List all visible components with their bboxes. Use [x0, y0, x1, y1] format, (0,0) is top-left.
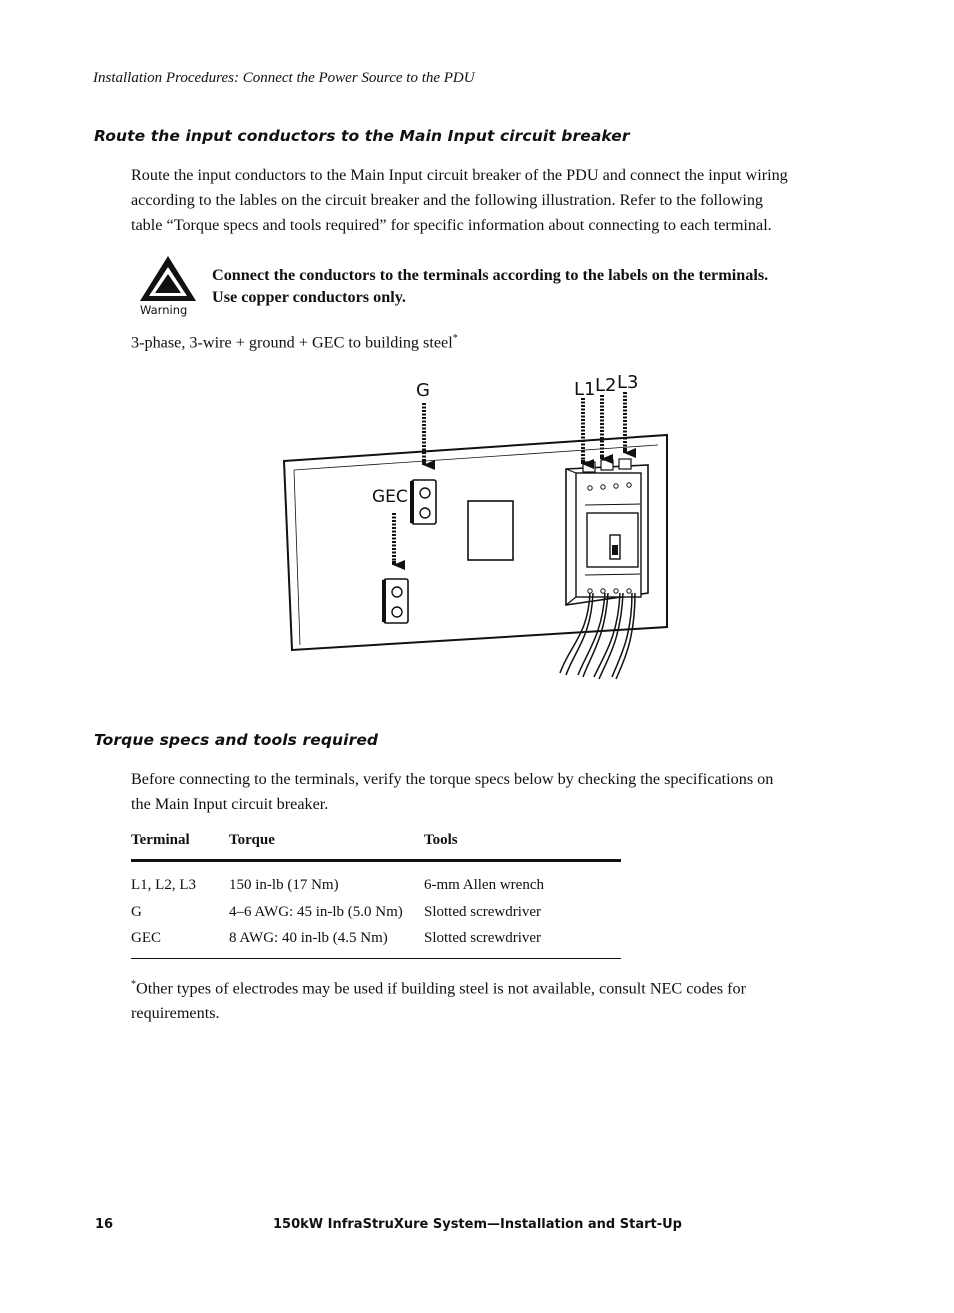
column-header-terminal: Terminal	[131, 832, 229, 861]
warning-label: Warning	[140, 303, 188, 317]
section-heading-torque-specs: Torque specs and tools required	[94, 731, 379, 749]
panel-window	[468, 501, 513, 560]
table-row	[131, 926, 621, 959]
warning-line: Use copper conductors only.	[212, 288, 406, 306]
table-row	[131, 899, 621, 926]
section-heading-route-conductors: Route the input conductors to the Main Input circuit breaker	[94, 127, 630, 145]
table-cell: 6-mm Allen wrench	[424, 877, 544, 893]
table-cell: GEC	[131, 926, 229, 959]
warning-text	[212, 264, 768, 308]
paragraph-line: Before connecting to the terminals, verify the torque specs below by checking the specifications on	[131, 770, 774, 788]
label-l3: L3	[617, 372, 639, 393]
label-gec: GEC	[372, 487, 408, 507]
table-cell: 150 in-lb (17 Nm)	[229, 877, 339, 893]
paragraph-line: according to the lables on the circuit breaker and the following illustration. Refer to the following	[131, 191, 764, 209]
table-cell: Slotted screwdriver	[424, 926, 621, 959]
label-l2: L2	[595, 375, 617, 396]
footer-title: 150kW InfraStruXure System—Installation and Start-Up	[273, 1217, 682, 1232]
footnote-line: requirements.	[131, 1004, 220, 1023]
paragraph-line: the Main Input circuit breaker.	[131, 795, 329, 813]
page-number: 16	[95, 1217, 114, 1232]
gec-terminal-block	[382, 579, 408, 623]
footnote-line: Other types of electrodes may be used if building steel is not available, consult NEC codes for	[136, 979, 747, 998]
paragraph-line: table “Torque specs and tools required” for specific information about connecting to each terminal.	[131, 216, 772, 234]
table-header-row	[131, 832, 621, 861]
wiring-diagram	[270, 365, 690, 685]
table-cell: L1, L2, L3	[131, 877, 196, 893]
table-cell: 4–6 AWG: 45 in-lb (5.0 Nm)	[229, 903, 403, 920]
column-header-tools: Tools	[424, 832, 621, 861]
torque-specs-table	[131, 832, 621, 959]
table-cell: G	[131, 903, 142, 920]
label-l1: L1	[574, 379, 596, 400]
label-g: G	[416, 380, 430, 401]
torque-paragraph	[131, 767, 773, 817]
warning-triangle-icon	[138, 254, 198, 304]
warning-block-icon	[138, 254, 198, 316]
paragraph-line: Route the input conductors to the Main Input circuit breaker of the PDU and connect the input wiring	[131, 166, 788, 184]
figure-caption-text: 3-phase, 3-wire + ground + GEC to building steel	[131, 333, 453, 352]
figure-caption	[131, 333, 458, 352]
running-header: Installation Procedures: Connect the Power Source to the PDU	[93, 70, 475, 86]
footnote-mark: *	[131, 979, 136, 990]
warning-line: Connect the conductors to the terminals according to the labels on the terminals.	[212, 266, 769, 284]
column-header-torque: Torque	[229, 832, 424, 861]
footnote-mark: *	[452, 333, 458, 344]
table-cell: 8 AWG: 40 in-lb (4.5 Nm)	[229, 926, 424, 959]
route-paragraph	[131, 163, 788, 238]
g-terminal-block	[410, 480, 436, 524]
main-input-circuit-breaker	[566, 459, 648, 605]
table-cell: Slotted screwdriver	[424, 903, 542, 920]
table-row	[131, 861, 621, 900]
footnote	[131, 972, 746, 1026]
